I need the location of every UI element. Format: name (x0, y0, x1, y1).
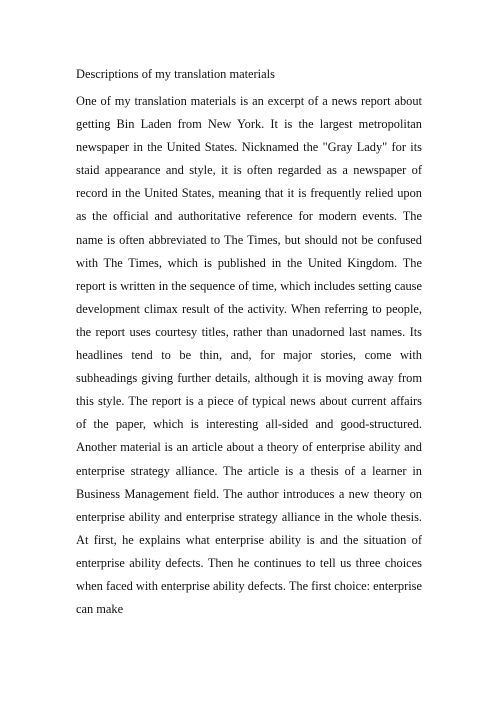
document-paragraph: One of my translation materials is an excerpt of a news report about getting Bin Laden from New York. It is the largest metropolitan newspaper in the United States. Nicknamed the "Gray Lady" for its staid appearance and style, it is often regarded as a newspaper of record in the United States, meaning that it is frequently relied upon as the official and authoritative reference for modern events. The name is often abbreviated to The Times, but should not be confused with The Times, which is published in the United Kingdom. The report is written in the sequence of time, which includes setting cause development climax result of the activity. When referring to people, the report uses courtesy titles, rather than unadorned last names. Its headlines tend to be thin, and, for major stories, come with subheadings giving further details, although it is moving away from this style. The report is a piece of typical news about current affairs of the paper, which is interesting all-sided and good-structured. Another material is an article about a theory of enterprise ability and enterprise strategy alliance. The article is a thesis of a learner in Business Management field. The author introduces a new theory on enterprise ability and enterprise strategy alliance in the whole thesis. At first, he explains what enterprise ability is and the situation of enterprise ability defects. Then he continues to tell us three choices when faced with enterprise ability defects. The first choice: enterprise can make (76, 94, 422, 617)
document-heading: Descriptions of my translation materials (76, 67, 275, 81)
